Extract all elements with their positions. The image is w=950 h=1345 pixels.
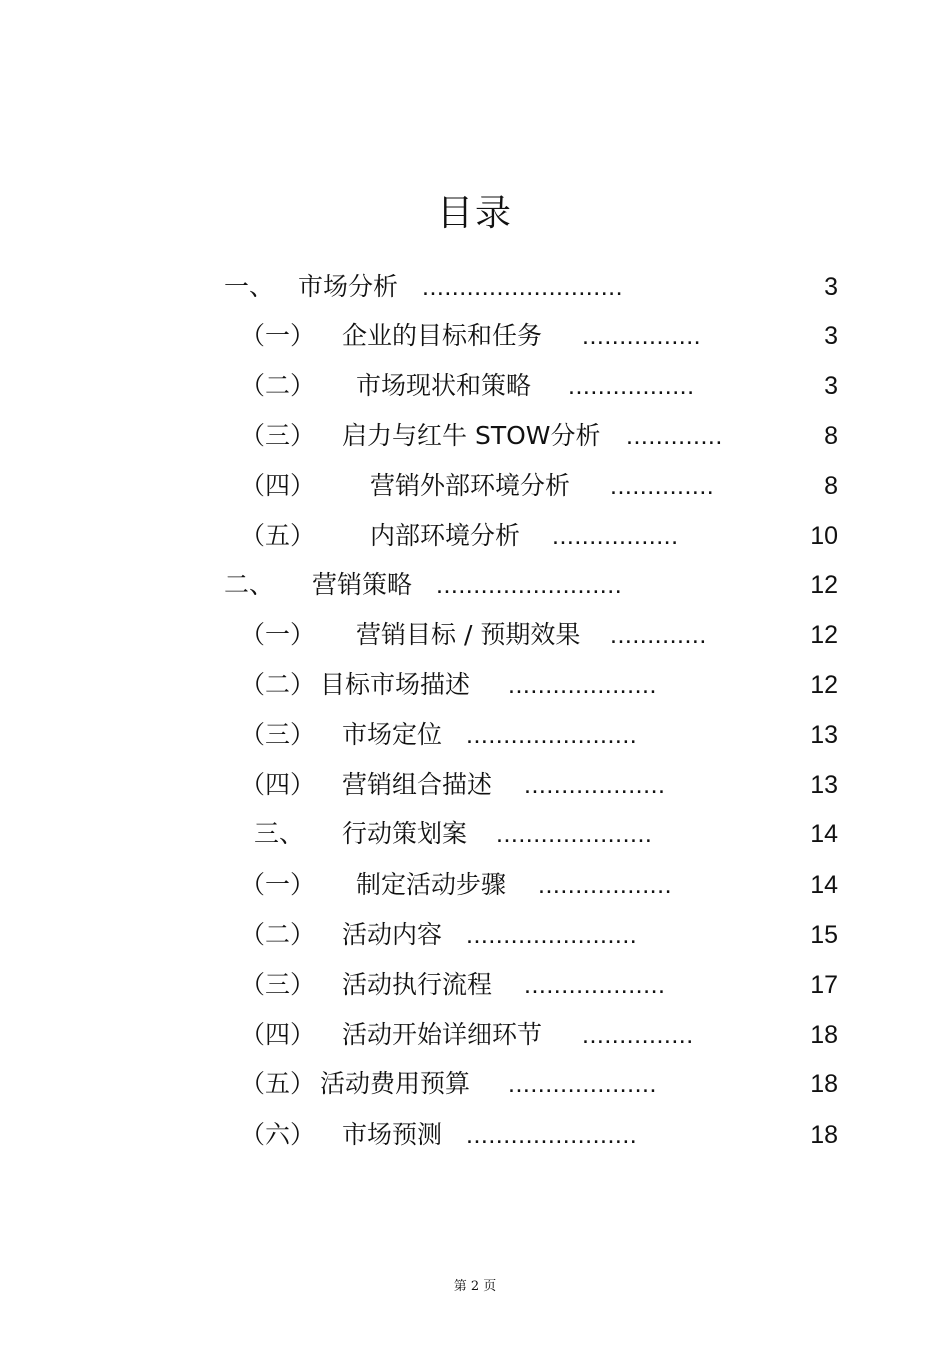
- toc-number: （五）: [240, 1069, 316, 1098]
- toc-number: （二）: [240, 371, 316, 400]
- toc-label: 内部环境分析: [370, 521, 521, 550]
- toc-number: （三）: [240, 720, 316, 749]
- toc-label: 企业的目标和任务: [342, 321, 543, 350]
- toc-label: 活动内容: [342, 920, 443, 949]
- toc-number: （四）: [240, 770, 316, 799]
- toc-row-17[interactable]: [0, 1067, 950, 1101]
- toc-number: 一、: [224, 272, 275, 301]
- toc-number: （三）: [240, 421, 316, 450]
- toc-row-13[interactable]: [0, 868, 950, 902]
- toc-page-number: 12: [810, 671, 838, 699]
- toc-label: 营销外部环境分析: [370, 471, 571, 500]
- toc-leader-dots: ..............: [610, 472, 715, 500]
- toc-leader-dots: ...................: [524, 771, 666, 799]
- toc-row-10[interactable]: [0, 718, 950, 752]
- toc-leader-dots: .......................: [466, 1121, 638, 1149]
- toc-number: （五）: [240, 521, 316, 550]
- toc-page-number: 18: [810, 1021, 838, 1049]
- toc-row-11[interactable]: [0, 768, 950, 802]
- toc-page-number: 3: [824, 322, 838, 350]
- toc-row-6[interactable]: [0, 519, 950, 553]
- toc-number: （一）: [240, 870, 316, 899]
- toc-number: （一）: [240, 620, 316, 649]
- toc-number: 三、: [254, 819, 305, 848]
- toc-row-14[interactable]: [0, 918, 950, 952]
- page-title: 目录: [436, 193, 513, 234]
- toc-leader-dots: .............: [610, 621, 707, 649]
- toc-leader-dots: ....................: [508, 671, 657, 699]
- toc-leader-dots: ..................: [538, 871, 673, 899]
- toc-page-number: 3: [824, 372, 838, 400]
- toc-row-4[interactable]: [0, 419, 950, 453]
- toc-page-number: 8: [824, 422, 838, 450]
- toc-page-number: 17: [810, 971, 838, 999]
- toc-label: 市场分析: [298, 272, 399, 301]
- toc-label: 市场现状和策略: [356, 371, 532, 400]
- toc-leader-dots: .................: [552, 522, 679, 550]
- toc-row-16[interactable]: [0, 1018, 950, 1052]
- toc-page-number: 18: [810, 1121, 838, 1149]
- toc-leader-dots: .............: [626, 422, 723, 450]
- toc-label: 制定活动步骤: [356, 870, 507, 899]
- toc-page-number: 3: [824, 273, 838, 301]
- toc-page-number: 8: [824, 472, 838, 500]
- toc-leader-dots: ................: [582, 322, 702, 350]
- toc-label: 市场预测: [342, 1120, 443, 1149]
- toc-label: 启力与红牛 STOW分析: [342, 421, 601, 450]
- toc-label: 活动开始详细环节: [342, 1020, 543, 1049]
- toc-leader-dots: .........................: [436, 571, 623, 599]
- toc-page-number: 13: [810, 721, 838, 749]
- toc-page-number: 10: [810, 522, 838, 550]
- toc-label: 市场定位: [342, 720, 443, 749]
- toc-row-3[interactable]: [0, 369, 950, 403]
- toc-row-15[interactable]: [0, 968, 950, 1002]
- toc-number: （二）: [240, 920, 316, 949]
- toc-row-1[interactable]: [0, 270, 950, 304]
- toc-page-number: 14: [810, 871, 838, 899]
- toc-leader-dots: ...............: [582, 1021, 694, 1049]
- toc-page-number: 13: [810, 771, 838, 799]
- toc-label: 目标市场描述: [320, 670, 471, 699]
- toc-page-number: 14: [810, 820, 838, 848]
- toc-label: 活动费用预算: [320, 1069, 471, 1098]
- toc-row-9[interactable]: [0, 668, 950, 702]
- toc-number: （一）: [240, 321, 316, 350]
- toc-leader-dots: ...................: [524, 971, 666, 999]
- toc-label: 营销组合描述: [342, 770, 493, 799]
- toc-row-18[interactable]: [0, 1118, 950, 1152]
- toc-page-number: 12: [810, 571, 838, 599]
- toc-leader-dots: ....................: [508, 1070, 657, 1098]
- toc-leader-dots: .................: [568, 372, 695, 400]
- toc-label: 活动执行流程: [342, 970, 493, 999]
- toc-leader-dots: .......................: [466, 721, 638, 749]
- toc-row-12[interactable]: [0, 817, 950, 851]
- toc-label: 营销目标 / 预期效果: [356, 620, 581, 649]
- toc-label: 营销策略: [312, 570, 413, 599]
- toc-number: （三）: [240, 970, 316, 999]
- toc-number: （四）: [240, 471, 316, 500]
- toc-number: 二、: [224, 570, 275, 599]
- toc-label: 行动策划案: [342, 819, 468, 848]
- toc-number: （四）: [240, 1020, 316, 1049]
- toc-number: （二）: [240, 670, 316, 699]
- toc-leader-dots: .....................: [496, 820, 653, 848]
- toc-page-number: 15: [810, 921, 838, 949]
- toc-number: （六）: [240, 1120, 316, 1149]
- toc-page-number: 18: [810, 1070, 838, 1098]
- toc-page-number: 12: [810, 621, 838, 649]
- toc-row-2[interactable]: [0, 319, 950, 353]
- toc-row-7[interactable]: [0, 568, 950, 602]
- page-footer: 第 2 页: [453, 1279, 497, 1294]
- toc-leader-dots: ...........................: [422, 273, 624, 301]
- toc-row-8[interactable]: [0, 618, 950, 652]
- toc-row-5[interactable]: [0, 469, 950, 503]
- toc-leader-dots: .......................: [466, 921, 638, 949]
